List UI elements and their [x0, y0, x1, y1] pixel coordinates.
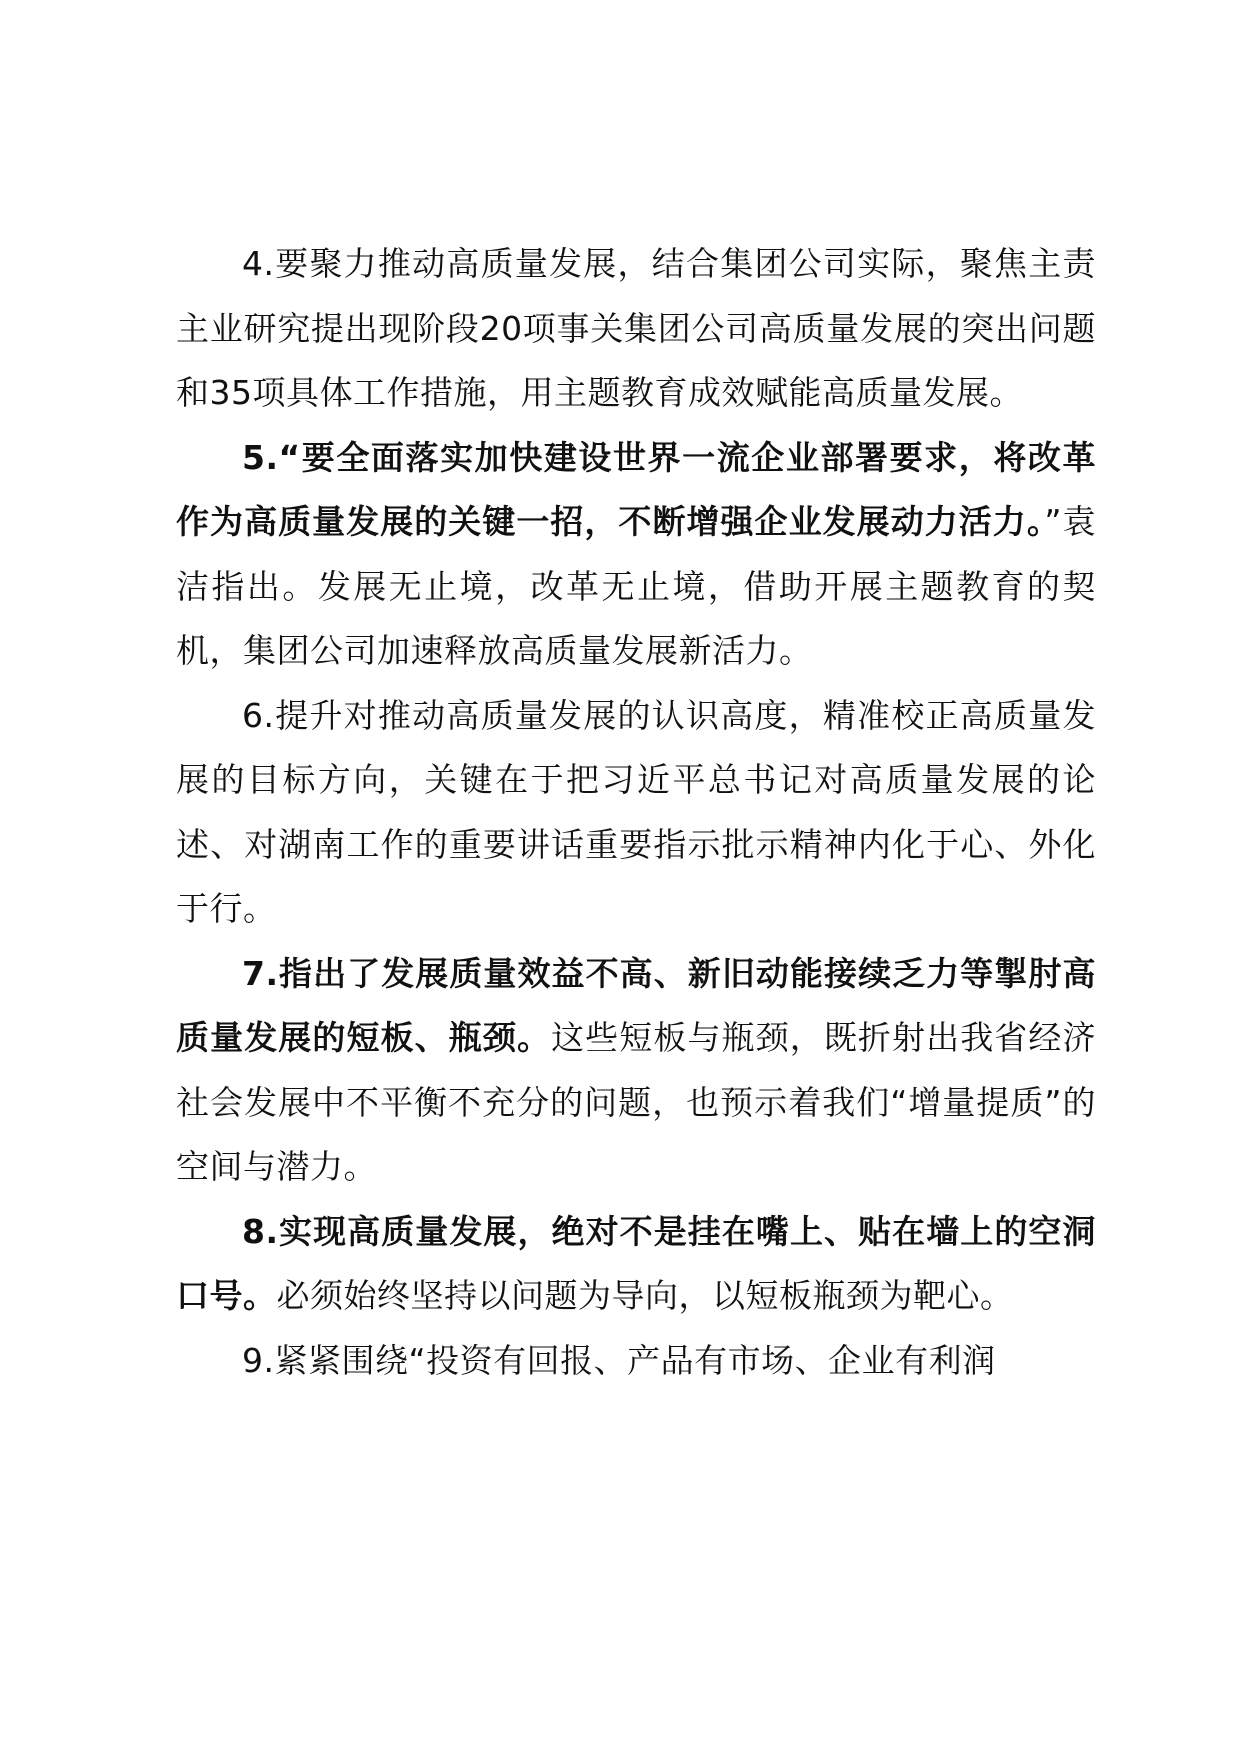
paragraph-9	[176, 1329, 1096, 1394]
paragraph-8-bold: 8.实现高质量发展，绝对不是挂在嘴上、贴在墙上的空洞口号。	[176, 1211, 1096, 1315]
paragraph-5-text: ”袁洁指出。发展无止境，改革无止境，借助开展主题教育的契机，集团公司加速释放高质量发展新活力。	[176, 502, 1096, 670]
paragraph-5	[176, 426, 1096, 684]
paragraph-9-text: 9.紧紧围绕“投资有回报、产品有市场、企业有利润	[242, 1340, 996, 1380]
paragraph-6	[176, 684, 1096, 942]
paragraph-4	[176, 232, 1096, 426]
paragraph-8-text: 必须始终坚持以问题为导向，以短板瓶颈为靶心。	[276, 1276, 1014, 1315]
paragraph-6-text: 6.提升对推动高质量发展的认识高度，精准校正高质量发展的目标方向，关键在于把习近平总书记对高质量发展的论述、对湖南工作的重要讲话重要指示批示精神内化于心、外化于行。	[176, 695, 1096, 928]
document-body	[176, 232, 1096, 1393]
paragraph-7-bold: 7.指出了发展质量效益不高、新旧动能接续乏力等掣肘高质量发展的短板、瓶颈。	[176, 953, 1096, 1057]
paragraph-8	[176, 1200, 1096, 1329]
paragraph-4-text: 4.要聚力推动高质量发展，结合集团公司实际，聚焦主责主业研究提出现阶段20项事关集团公司高质量发展的突出问题和35项具体工作措施，用主题教育成效赋能高质量发展。	[176, 244, 1096, 412]
paragraph-7-text: 这些短板与瓶颈，既折射出我省经济社会发展中不平衡不充分的问题，也预示着我们“增量提质”的空间与潜力。	[176, 1018, 1097, 1186]
paragraph-7	[176, 942, 1096, 1200]
paragraph-5-bold: 5.“要全面落实加快建设世界一流企业部署要求，将改革作为高质量发展的关键一招，不断增强企业发展动力活力。	[176, 437, 1096, 541]
